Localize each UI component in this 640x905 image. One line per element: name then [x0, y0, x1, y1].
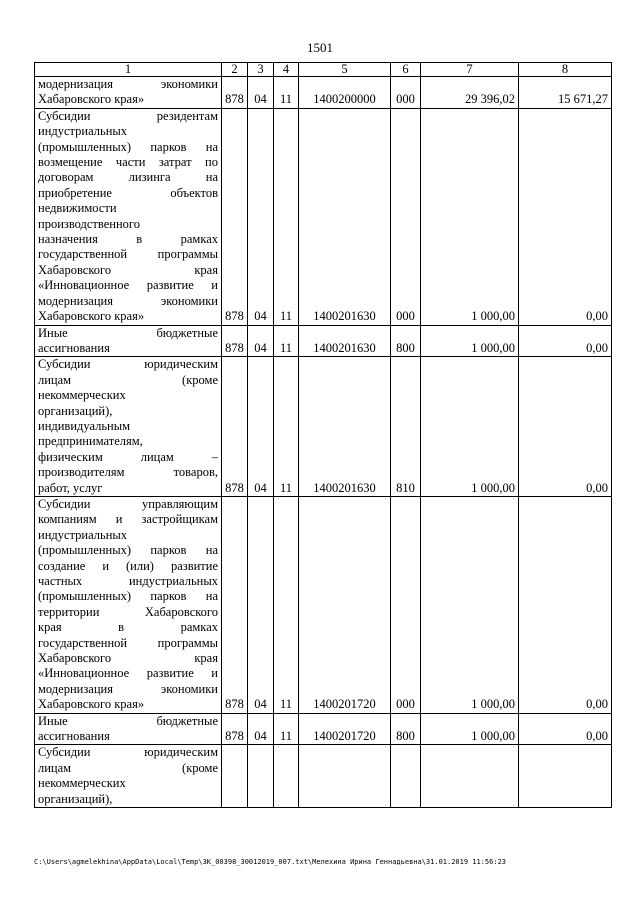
description-line: производственного: [38, 216, 140, 231]
description-line: Хабаровского края»: [38, 309, 145, 324]
row-description: [35, 496, 222, 713]
description-line: «Инновационное развитие и: [38, 278, 218, 293]
description-line: создание и (или) развитие: [38, 558, 218, 573]
description-line: Субсидии юридическим: [38, 745, 218, 760]
row-description: [35, 713, 222, 745]
description-line: лицам (кроме: [38, 760, 218, 775]
description-line: Хабаровского края»: [38, 697, 145, 712]
header-row: [35, 63, 612, 77]
table-row: [35, 325, 612, 357]
description-line: (промышленных) парков на: [38, 139, 218, 154]
description-line: некоммерческих: [38, 776, 126, 791]
header-cell: 4: [274, 63, 299, 77]
cell-section: 04: [248, 496, 274, 713]
row-description: [35, 77, 222, 109]
table-row: [35, 496, 612, 713]
description-line: модернизация экономики: [38, 77, 218, 91]
cell-amount-2019: 1 000,00: [421, 357, 519, 497]
cell-target-article: [299, 745, 391, 808]
cell-expense-type: 000: [391, 496, 421, 713]
cell-gov-code: 878: [222, 357, 248, 497]
description-line: работ, услуг: [38, 480, 103, 495]
cell-subsection: [274, 745, 299, 808]
description-line: Хабаровского края: [38, 651, 218, 666]
cell-amount-2019: 1 000,00: [421, 713, 519, 745]
budget-table: [34, 62, 612, 808]
description-line: производителям товаров,: [38, 465, 218, 480]
cell-gov-code: [222, 745, 248, 808]
description-line: организаций),: [38, 791, 113, 806]
description-line: Субсидии юридическим: [38, 357, 218, 372]
cell-gov-code: 878: [222, 496, 248, 713]
table-row: [35, 77, 612, 109]
header-cell: 7: [421, 63, 519, 77]
description-line: (промышленных) парков на: [38, 589, 218, 604]
cell-section: 04: [248, 325, 274, 357]
description-line: некоммерческих: [38, 388, 126, 403]
description-line: недвижимости: [38, 201, 117, 216]
table-row: [35, 745, 612, 808]
description-line: физическим лицам –: [38, 449, 218, 464]
cell-amount-2019: 29 396,02: [421, 77, 519, 109]
description-line: ассигнования: [38, 340, 110, 355]
description-line: предпринимателям,: [38, 434, 143, 449]
description-line: лицам (кроме: [38, 372, 218, 387]
cell-target-article: 1400201630: [299, 108, 391, 325]
header-cell: 1: [35, 63, 222, 77]
cell-gov-code: 878: [222, 77, 248, 109]
row-description: [35, 357, 222, 497]
header-cell: 5: [299, 63, 391, 77]
cell-section: 04: [248, 713, 274, 745]
cell-subsection: 11: [274, 357, 299, 497]
description-line: (промышленных) парков на: [38, 543, 218, 558]
description-line: ассигнования: [38, 729, 110, 744]
cell-gov-code: 878: [222, 325, 248, 357]
cell-target-article: 1400201630: [299, 357, 391, 497]
cell-gov-code: 878: [222, 108, 248, 325]
description-line: Иные бюджетные: [38, 713, 218, 728]
cell-subsection: 11: [274, 325, 299, 357]
table-row: [35, 713, 612, 745]
description-line: договорам лизинга на: [38, 170, 218, 185]
cell-subsection: 11: [274, 713, 299, 745]
cell-subsection: 11: [274, 77, 299, 109]
table-row: [35, 357, 612, 497]
cell-expense-type: 000: [391, 77, 421, 109]
table-body: [35, 77, 612, 808]
description-line: Иные бюджетные: [38, 325, 218, 340]
description-line: края в рамках: [38, 620, 218, 635]
cell-expense-type: [391, 745, 421, 808]
header-cell: 8: [519, 63, 612, 77]
description-line: приобретение объектов: [38, 185, 218, 200]
description-line: организаций),: [38, 403, 113, 418]
cell-target-article: 1400200000: [299, 77, 391, 109]
description-line: «Инновационное развитие и: [38, 666, 218, 681]
row-description: [35, 745, 222, 808]
cell-expense-type: 000: [391, 108, 421, 325]
description-line: возмещение части затрат по: [38, 155, 218, 170]
description-line: Хабаровского края: [38, 262, 218, 277]
row-description: [35, 108, 222, 325]
description-line: Субсидии управляющим: [38, 496, 218, 511]
cell-amount-2019: 1 000,00: [421, 325, 519, 357]
cell-target-article: 1400201630: [299, 325, 391, 357]
cell-amount-2020: 0,00: [519, 325, 612, 357]
description-line: Хабаровского края»: [38, 92, 145, 107]
header-cell: 3: [248, 63, 274, 77]
cell-amount-2020: 0,00: [519, 496, 612, 713]
cell-amount-2019: 1 000,00: [421, 108, 519, 325]
cell-gov-code: 878: [222, 713, 248, 745]
cell-section: [248, 745, 274, 808]
header-cell: 6: [391, 63, 421, 77]
cell-expense-type: 800: [391, 713, 421, 745]
description-line: Субсидии резидентам: [38, 108, 218, 123]
cell-expense-type: 810: [391, 357, 421, 497]
cell-section: 04: [248, 77, 274, 109]
cell-target-article: 1400201720: [299, 496, 391, 713]
cell-amount-2019: 1 000,00: [421, 496, 519, 713]
row-description: [35, 325, 222, 357]
cell-amount-2020: 15 671,27: [519, 77, 612, 109]
cell-target-article: 1400201720: [299, 713, 391, 745]
description-line: индивидуальным: [38, 418, 131, 433]
cell-expense-type: 800: [391, 325, 421, 357]
description-line: индустриальных: [38, 124, 128, 139]
cell-subsection: 11: [274, 108, 299, 325]
cell-amount-2020: [519, 745, 612, 808]
page-number: 1501: [307, 40, 333, 55]
header-cell: 2: [222, 63, 248, 77]
cell-amount-2020: 0,00: [519, 713, 612, 745]
cell-amount-2019: [421, 745, 519, 808]
description-line: индустриальных: [38, 527, 128, 542]
cell-section: 04: [248, 108, 274, 325]
description-line: назначения в рамках: [38, 232, 218, 247]
description-line: компаниям и застройщикам: [38, 512, 218, 527]
description-line: территории Хабаровского: [38, 604, 218, 619]
cell-subsection: 11: [274, 496, 299, 713]
description-line: государственной программы: [38, 635, 218, 650]
table-row: [35, 108, 612, 325]
cell-amount-2020: 0,00: [519, 357, 612, 497]
file-path-footer: C:\Users\agmelekhina\AppData\Local\Temp\ЗК_00398_30012019_007.txt\Мелехина Ирина Геннадьевна\31.01.2019 11:56:23: [34, 858, 507, 866]
description-line: модернизация экономики: [38, 681, 218, 696]
description-line: модернизация экономики: [38, 293, 218, 308]
description-line: государственной программы: [38, 247, 218, 262]
cell-amount-2020: 0,00: [519, 108, 612, 325]
cell-section: 04: [248, 357, 274, 497]
description-line: частных индустриальных: [38, 574, 218, 588]
